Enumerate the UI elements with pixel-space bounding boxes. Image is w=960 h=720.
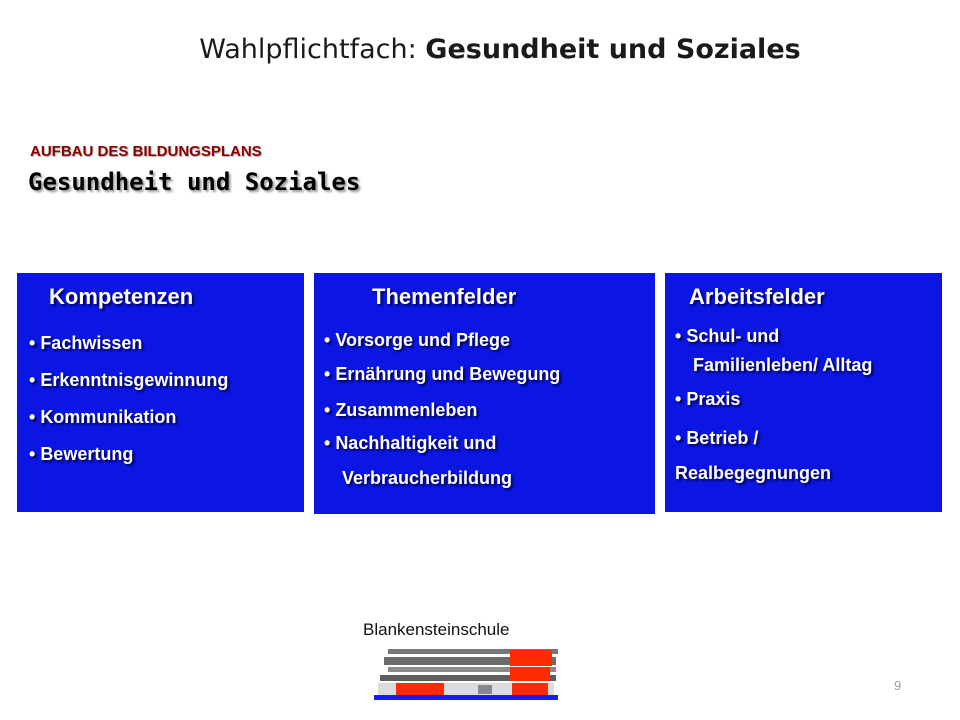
kompetenzen-heading: Kompetenzen [49, 284, 194, 309]
list-item: • Vorsorge und Pflege [324, 330, 511, 350]
list-item: • Kommunikation [29, 407, 177, 427]
school-logo-icon [374, 645, 560, 703]
bullet-icon: • [324, 400, 331, 420]
school-name: Blankensteinschule [363, 620, 510, 639]
bullet-icon: • [675, 428, 682, 448]
arbeitsfelder-heading: Arbeitsfelder [689, 284, 825, 309]
list-item: • Bewertung [29, 444, 134, 464]
list-item: • Ernährung und Bewegung [324, 364, 561, 384]
bullet-icon: • [29, 444, 36, 464]
bullet-icon: • [324, 330, 331, 350]
bullet-icon: • [29, 370, 36, 390]
list-item: • Praxis [675, 389, 741, 409]
section-subtitle: AUFBAU DES BILDUNGSPLANS [30, 143, 262, 160]
bullet-icon: • [324, 433, 331, 453]
list-item: • Erkenntnisgewinnung [29, 370, 229, 390]
list-item: • Betrieb / [675, 428, 759, 448]
kompetenzen-box [17, 273, 304, 512]
slide-title-main: Gesundheit und Soziales [425, 34, 801, 65]
bullet-icon: • [324, 364, 331, 384]
list-item-continuation: Familienleben/ Alltag [693, 355, 873, 375]
themenfelder-heading: Themenfelder [372, 284, 517, 309]
list-item-continuation: Verbraucherbildung [342, 468, 513, 488]
list-item: • Zusammenleben [324, 400, 478, 420]
bullet-icon: • [29, 333, 36, 353]
bullet-icon: • [675, 389, 682, 409]
slide-title [0, 34, 960, 65]
section-title: Gesundheit und Soziales [28, 168, 361, 196]
arbeitsfelder-box [665, 273, 942, 512]
list-item: • Nachhaltigkeit und [324, 433, 497, 453]
bullet-icon: • [29, 407, 36, 427]
bullet-icon: • [675, 326, 682, 346]
themenfelder-box [314, 273, 655, 514]
list-item-continuation: Realbegegnungen [675, 463, 832, 483]
list-item: • Schul- und [675, 326, 780, 346]
page-number: 9 [894, 678, 902, 693]
slide-title-prefix: Wahlpflichtfach: [199, 34, 426, 65]
list-item: • Fachwissen [29, 333, 143, 353]
